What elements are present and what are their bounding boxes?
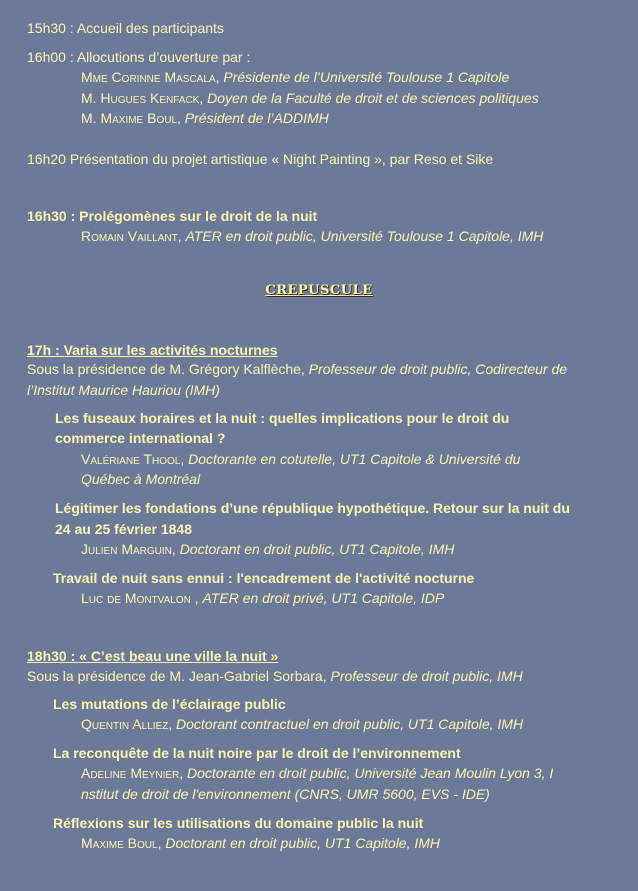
- speaker-name: M. Hugues Kenfack,: [81, 90, 208, 106]
- talk-title-line2: 24 au 25 février 1848: [55, 521, 192, 537]
- chair-prefix: Sous la présidence de M. Jean-Gabriel Sorbara,: [27, 668, 331, 684]
- speaker-name: M. Maxime Boul,: [81, 110, 185, 126]
- talk-title: Légitimer les fondations d’une république hypothétique. Retour sur la nuit du: [55, 500, 570, 516]
- talk-title: Réflexions sur les utilisations du domaine public la nuit: [53, 815, 424, 831]
- talk-title: Les fuseaux horaires et la nuit : quelles implications pour le droit du: [55, 410, 510, 426]
- agenda-presentation: 16h20 Présentation du projet artistique « Night Painting », par Reso et Sike: [27, 151, 494, 167]
- talk-speaker: [81, 539, 454, 559]
- talk-title: Les mutations de l’éclairage public: [53, 696, 286, 712]
- speaker-affiliation: ATER en droit privé, UT1 Capitole, IDP: [202, 590, 445, 606]
- speaker-name: Mme Corinne Mascala,: [81, 69, 224, 85]
- talk-speaker: [81, 714, 523, 734]
- speaker-vaillant: [81, 226, 543, 246]
- speaker-title: Présidente de l’Université Toulouse 1 Capitole: [223, 69, 510, 85]
- speaker-title: Doyen de la Faculté de droit et de sciences politiques: [207, 90, 539, 106]
- speaker-name: Adeline Meynier,: [81, 765, 188, 781]
- talk-speaker: [81, 833, 440, 853]
- talk-speaker: [81, 588, 444, 608]
- speaker-name: Quentin Alliez,: [81, 716, 177, 732]
- speaker-affiliation: Doctorante en cotutelle, UT1 Capitole & Université du: [188, 451, 521, 467]
- speaker-title: Président de l’ADDIMH: [184, 110, 329, 126]
- talk-title-line2: commerce international ?: [55, 430, 226, 446]
- speaker-name: Maxime Boul,: [81, 835, 166, 851]
- agenda-prolegomenes: 16h30 : Prolégomènes sur le droit de la nuit: [27, 208, 318, 224]
- talk-title: Travail de nuit sans ennui : l'encadrement de l'activité nocturne: [53, 570, 475, 586]
- speaker-name: Valériane Thool,: [81, 451, 189, 467]
- speaker-name: Romain Vaillant,: [81, 228, 186, 244]
- speaker-affiliation: Doctorant en droit public, UT1 Capitole, IMH: [165, 835, 441, 851]
- talk-title: La reconquête de la nuit noire par le droit de l’environnement: [53, 745, 461, 761]
- session2-chair: [27, 666, 523, 686]
- speaker-affiliation: Doctorant contractuel en droit public, UT1 Capitole, IMH: [176, 716, 524, 732]
- chair-prefix: Sous la présidence de M. Grégory Kalflèche,: [27, 361, 309, 377]
- speaker-name: Luc de Montvalon ,: [81, 590, 203, 606]
- talk-speaker: [81, 763, 553, 783]
- session1-chair-line2: l’Institut Maurice Hauriou (IMH): [27, 382, 220, 398]
- speaker-boul: [81, 108, 329, 128]
- speaker-affiliation-line2: nstitut de droit de l'environnement (CNRS, UMR 5600, EVS - IDE): [81, 786, 490, 802]
- speaker-title: ATER en droit public, Université Toulouse 1 Capitole, IMH: [185, 228, 544, 244]
- speaker-affiliation-line2: Québec à Montréal: [81, 471, 201, 487]
- session1-chair: [27, 359, 567, 379]
- speaker-kenfack: [81, 88, 539, 108]
- talk-speaker: [81, 449, 520, 469]
- section-title: CREPUSCULE: [265, 283, 373, 298]
- agenda-accueil: 15h30 : Accueil des participants: [27, 20, 224, 36]
- speaker-name: Julien Marguin,: [81, 541, 180, 557]
- session2-heading: 18h30 : « C’est beau une ville la nuit »: [27, 648, 279, 664]
- speaker-mascala: [81, 67, 509, 87]
- session1-heading: 17h : Varia sur les activités nocturnes: [27, 342, 278, 358]
- speaker-affiliation: Doctorante en droit public, Université Jean Moulin Lyon 3, I: [187, 765, 554, 781]
- chair-title: Professeur de droit public, Codirecteur de: [308, 361, 568, 377]
- speaker-affiliation: Doctorant en droit public, UT1 Capitole, IMH: [179, 541, 455, 557]
- chair-title: Professeur de droit public, IMH: [330, 668, 523, 684]
- agenda-allocutions: 16h00 : Allocutions d’ouverture par :: [27, 49, 251, 65]
